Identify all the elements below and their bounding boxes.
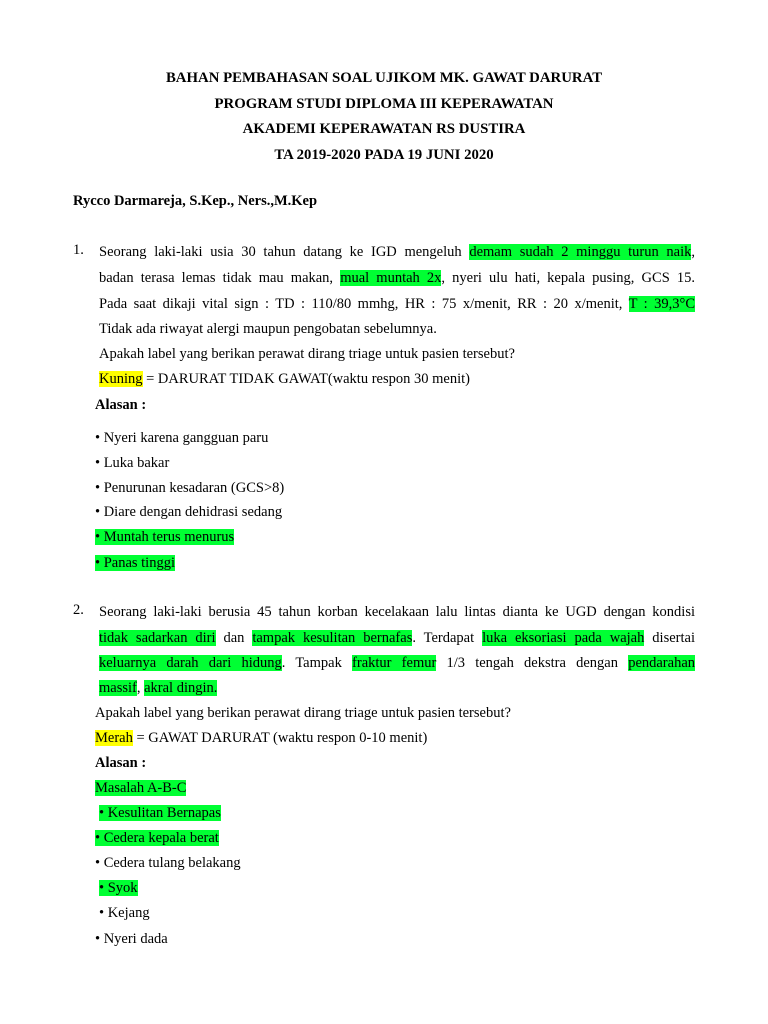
q1-line-2 [99,268,695,288]
question-number: 2. [73,602,84,618]
highlighted-text: demam sudah 2 minggu turun naik [469,244,692,260]
list-item: • Kejang [99,905,150,921]
document-header [0,66,768,168]
q2-answer [95,728,427,748]
header-line-1: BAHAN PEMBAHASAN SOAL UJIKOM MK. GAWAT DARURAT [165,70,603,86]
text: . Terdapat [412,630,483,646]
text: . Tampak [281,655,353,671]
triage-label: Merah [95,730,133,746]
text: Pada saat dikaji vital sign : TD : 110/80 mmhg, HR : 75 x/menit, RR : 20 x/menit, [99,296,629,312]
q2-line-3 [99,653,695,673]
list-item [95,553,175,573]
highlighted-text: akral dingin. [144,680,218,696]
q1-question: Apakah label yang berikan perawat dirang triage untuk pasien tersebut? [99,346,515,362]
q2-question: Apakah label yang berikan perawat dirang triage untuk pasien tersebut? [95,705,511,721]
q1-alasan-heading: Alasan : [95,397,147,413]
highlighted-text: pendarahan [628,655,696,671]
q2-masalah [95,778,186,798]
highlighted-text: massif [99,680,137,696]
highlighted-text: T : 39,3°C [628,296,696,312]
highlighted-text: tidak sadarkan diri [99,630,216,646]
text: Seorang laki-laki usia 30 tahun datang ke IGD mengeluh [99,244,470,260]
author-name: Rycco Darmareja, S.Kep., Ners.,M.Kep [73,193,318,209]
triage-label: Kuning [99,371,143,387]
text: dan [215,630,253,646]
q2-line-4 [99,678,217,698]
highlighted-text: • Muntah terus menurus [95,529,235,545]
header-line-4: TA 2019-2020 PADA 19 JUNI 2020 [274,146,494,163]
q2-alasan-heading: Alasan : [95,755,147,771]
text: , [691,244,695,260]
list-item: • Nyeri karena gangguan paru [95,430,269,446]
list-item: • Nyeri dada [95,931,168,947]
highlighted-text: tampak kesulitan bernafas [252,630,413,646]
text: 1/3 tengah dekstra dengan [436,655,629,671]
list-item [99,803,221,823]
q2-line-1: Seorang laki-laki berusia 45 tahun korban kecelakaan lalu lintas dianta ke UGD dengan kondisi [99,604,695,620]
list-item [95,527,234,547]
highlighted-text: • Syok [99,880,138,896]
highlighted-text: keluarnya darah dari hidung [99,655,282,671]
header-line-3: AKADEMI KEPERAWATAN RS DUSTIRA [242,121,526,137]
q1-line-1 [99,242,695,262]
highlighted-text: Masalah A-B-C [95,780,187,796]
q1-line-4: Tidak ada riwayat alergi maupun pengobatan sebelumnya. [99,321,437,337]
highlighted-text: luka eksoriasi pada wajah [482,630,645,646]
text: badan terasa lemas tidak mau makan, [99,270,341,286]
list-item: • Diare dengan dehidrasi sedang [95,504,283,520]
q1-line-3 [99,294,695,314]
answer-text: = GAWAT DARURAT (waktu respon 0-10 menit) [132,730,428,746]
text: , nyeri ulu hati, kepala pusing, GCS 15. [441,270,695,286]
highlighted-text: mual muntah 2x [340,270,442,286]
list-item [99,878,138,898]
list-item [95,828,219,848]
text: disertai [644,630,695,646]
question-number: 1. [73,242,84,258]
answer-text: = DARURAT TIDAK GAWAT(waktu respon 30 menit) [142,371,470,387]
list-item: • Penurunan kesadaran (GCS>8) [95,480,285,496]
list-item: • Luka bakar [95,455,170,471]
list-item: • Cedera tulang belakang [95,855,241,871]
header-line-2: PROGRAM STUDI DIPLOMA III KEPERAWATAN [214,95,554,112]
text: , [136,680,145,696]
q2-line-2 [99,628,695,648]
q1-answer [99,369,470,389]
highlighted-text: • Panas tinggi [95,555,175,571]
highlighted-text: • Cedera kepala berat [95,830,219,846]
highlighted-text: • Kesulitan Bernapas [99,805,221,821]
highlighted-text: fraktur femur [352,655,437,671]
